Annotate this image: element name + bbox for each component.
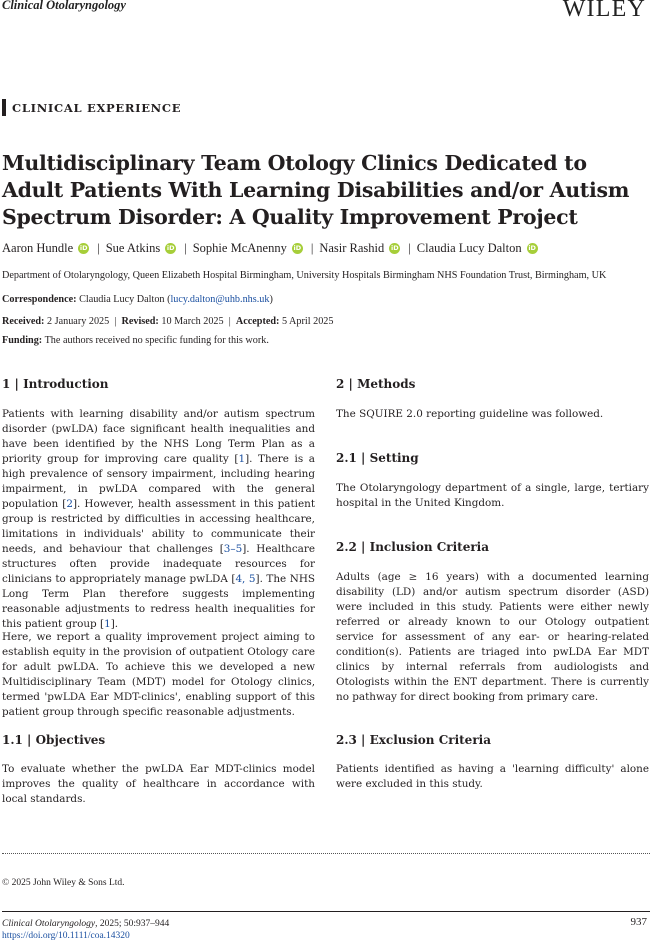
setting-paragraph: The Otolaryngology department of a single, large, tertiary hospital in the United Kingdom. [336,482,649,509]
accepted-label: Accepted: [235,316,280,327]
author-name[interactable]: Sophie McAnenny [192,241,287,255]
correspondence-label: Correspondence: [2,294,77,305]
introduction-paragraph-2: Here, we report a quality improvement project aiming to establish equity in the provision of outpatient Otology care for adult pwLDA. To achieve this we developed a new Multidisciplinary Team (MDT) model for Otology clinics, termed 'pwLDA Ear MDT-clinics', enabling support of this patient group through specific reasonable adjustments. [2,631,315,718]
received-label: Received: [2,316,45,327]
objectives-paragraph: To evaluate whether the pwLDA Ear MDT-clinics model improves the quality of healthcare in accordance with local standards. [2,763,315,805]
orcid-icon[interactable]: iD [528,244,536,252]
accepted-date: 5 April 2025 [281,316,334,327]
orcid-icon[interactable]: iD [390,244,399,252]
correspondence-email[interactable]: lucy.dalton@uhb.nhs.uk [170,294,270,305]
section-heading-objectives: 1.1 | Objectives [2,733,106,747]
section-heading-introduction: 1 | Introduction [2,377,109,391]
doi-link[interactable]: https://doi.org/10.1111/coa.14320 [2,931,130,941]
journal-name: Clinical Otolaryngology [2,0,126,12]
text-run: ]. There is a high prevalence of sensory impairment, including hearing impairment, in pwLDA compared with the general population [ [2,453,315,510]
citation-link[interactable]: 4, 5 [235,573,256,585]
text-run: ]. [110,618,119,630]
methods-paragraph: The SQUIRE 2.0 reporting guideline was followed. [336,408,604,420]
inclusion-paragraph: Adults (age ≥ 16 years) with a documented learning disability (LD) and/or autism spectrum disorder (ASD) were included in this study. Patients were either newly referred or already known to our Otology outpatient service for assessment of any ear- or hearing-related condition(s). Patients are triaged into pwLDA Ear MDT clinics by internal referrals from audiologists and Otologists within the ENT department. There is currently no pathway for direct booking from primary care. [336,571,649,703]
citation-journal: Clinical Otolaryngology [2,919,96,929]
funding-label: Funding: [2,335,43,346]
introduction-paragraph-1 [2,407,315,632]
author-separator: | [408,241,411,255]
orcid-icon[interactable]: iD [166,244,175,252]
section-heading-inclusion: 2.2 | Inclusion Criteria [336,540,490,554]
author-separator: | [184,241,187,255]
article-type-tag [2,99,181,116]
author-separator: | [97,241,100,255]
citation-link[interactable]: 3–5 [223,543,243,555]
orcid-icon[interactable]: iD [293,244,302,252]
author-name[interactable]: Claudia Lucy Dalton [416,241,522,255]
section-heading-exclusion: 2.3 | Exclusion Criteria [336,733,491,747]
section-heading-methods: 2 | Methods [336,377,416,391]
page-number: 937 [630,916,647,928]
citation-link[interactable]: 1 [104,618,111,630]
text-run: ]. The NHS Long Term Plan therefore suggests implementing reasonable adjustments to redress health inequalities for this patient group [ [2,573,316,630]
revised-date: 10 March 2025 [161,316,224,327]
article-title: Multidisciplinary Team Otology Clinics Dedicated to Adult Patients With Learning Disabilities and/or Autism Spectrum Disorder: A Quality Improvement Project [2,151,630,229]
funding [2,335,269,346]
citation-volume: , 2025; 50:937–944 [95,919,170,929]
author-name[interactable]: Aaron Hundle [2,241,74,255]
citation-link[interactable]: 1 [238,453,246,465]
correspondence-name: Claudia Lucy Dalton [79,294,165,305]
exclusion-paragraph: Patients identified as having a 'learning difficulty' alone were excluded in this study. [336,763,649,790]
section-heading-setting: 2.1 | Setting [336,451,419,465]
article-dates: Received: 2 January 2025 | Revised: 10 March 2025 | Accepted: 5 April 2025 [2,316,334,327]
author-name[interactable]: Sue Atkins [105,241,161,255]
received-date: 2 January 2025 [46,316,110,327]
funding-text: The authors received no specific funding for this work. [44,335,269,346]
author-separator: | [310,241,314,255]
revised-label: Revised: [121,316,159,327]
text-run: ]. However, health assessment in this patient group is restricted by difficulties in accessing healthcare, limitations in individuals' ability to communicate their needs, and behaviour that challenges [ [2,498,315,555]
citation-link[interactable]: 2 [66,498,73,510]
publisher-logo: WILEY [562,0,646,22]
affiliation: Department of Otolaryngology, Queen Elizabeth Hospital Birmingham, University Hospitals Birmingham NHS Foundation Trust, Birmingham, UK [2,270,607,281]
article-type-label: CLINICAL EXPERIENCE [12,100,182,115]
footer-divider [2,911,650,912]
correspondence: Correspondence: Claudia Lucy Dalton (lucy.dalton@uhb.nhs.uk) [2,294,273,305]
footnote-divider [2,853,650,854]
author-name[interactable]: Nasir Rashid [319,241,385,255]
text-run: Patients with learning disability and/or autism spectrum disorder (pwLDA) face significant health inequalities and have been identified by the NHS Long Term Plan as a priority group for improving care quality [ [2,408,315,465]
footer-citation [2,918,169,942]
copyright: © 2025 John Wiley & Sons Ltd. [2,878,125,888]
tag-bar [2,99,6,116]
author-list [2,241,544,256]
orcid-icon[interactable]: iD [79,244,88,252]
text-run: ]. Healthcare structures often provide inadequate resources for clinicians to appropriately manage pwLDA [ [2,543,315,585]
